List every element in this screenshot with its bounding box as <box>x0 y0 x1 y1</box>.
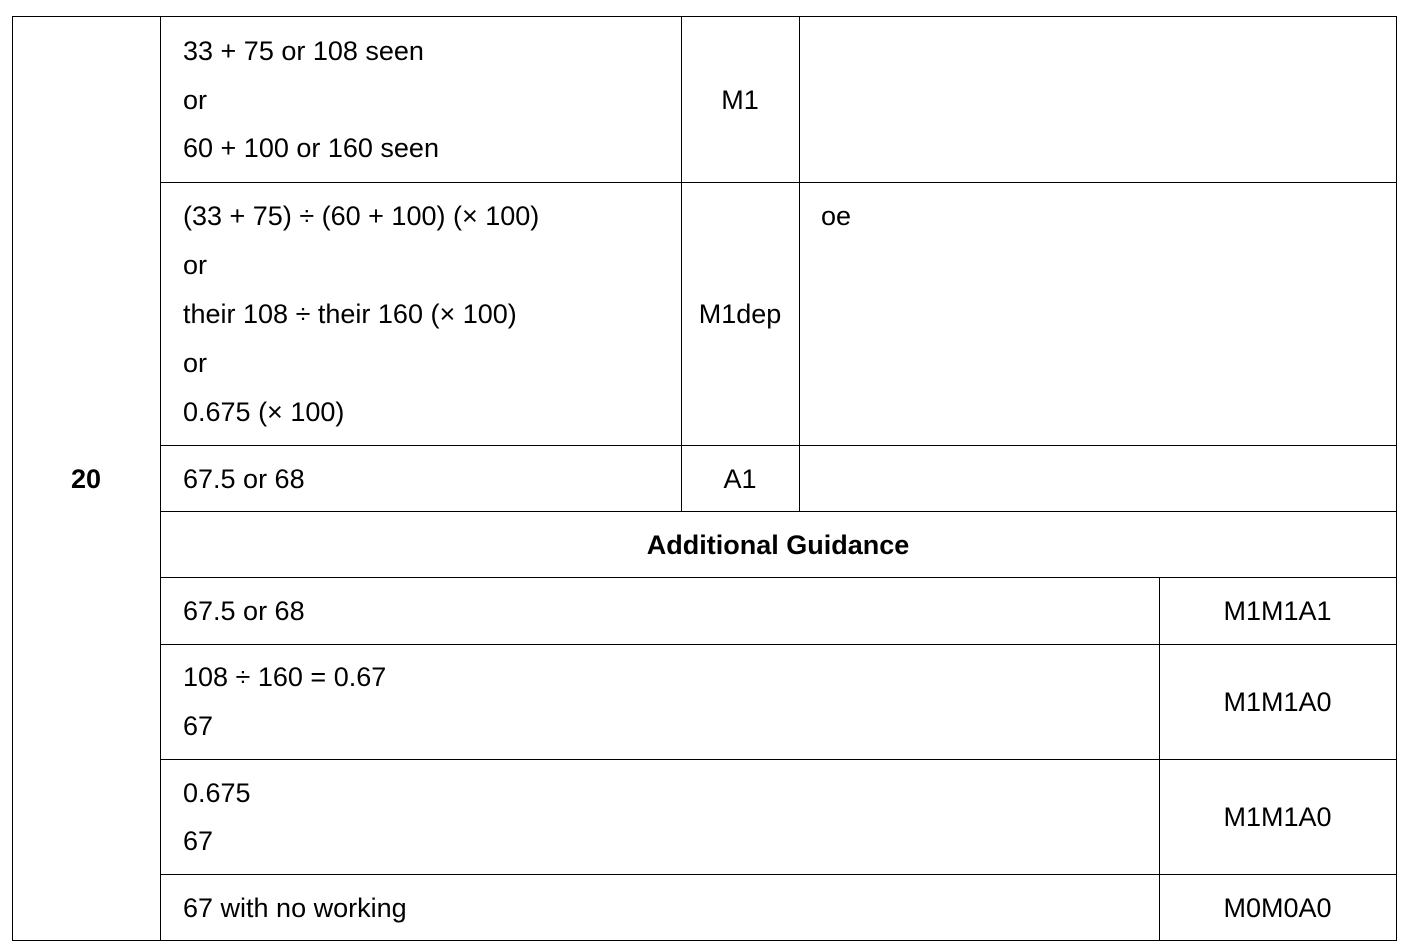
answer-line: or <box>183 348 208 378</box>
answer-line: 67.5 or 68 <box>183 464 305 494</box>
answer-line: or <box>183 250 208 280</box>
answer-line: 33 + 75 or 108 seen <box>183 36 424 66</box>
answer-line: or <box>183 85 208 115</box>
guidance-line: 67 with no working <box>183 893 407 923</box>
comments: oe <box>821 201 852 231</box>
column-divider <box>799 16 800 512</box>
row-divider <box>160 445 1397 446</box>
additional-guidance-heading: Additional Guidance <box>646 530 910 560</box>
row-divider <box>160 874 1397 875</box>
guidance-mark: M1M1A0 <box>1223 687 1332 717</box>
table-border-right <box>1396 16 1397 941</box>
guidance-mark: M0M0A0 <box>1223 893 1332 923</box>
guidance-mark: M1M1A1 <box>1223 596 1332 626</box>
row-divider <box>160 577 1397 578</box>
row-divider <box>160 644 1397 645</box>
answer-line: (33 + 75) ÷ (60 + 100) (× 100) <box>183 201 540 231</box>
row-divider <box>160 759 1397 760</box>
guidance-mark: M1M1A0 <box>1223 802 1332 832</box>
answer-line: their 108 ÷ their 160 (× 100) <box>183 299 517 329</box>
row-divider <box>160 182 1397 183</box>
column-divider <box>1159 577 1160 941</box>
mark-code: A1 <box>723 464 757 494</box>
column-divider <box>160 16 161 941</box>
answer-line: 0.675 (× 100) <box>183 397 345 427</box>
row-divider <box>160 511 1397 512</box>
guidance-line: 108 ÷ 160 = 0.67 <box>183 662 387 692</box>
table-border-top <box>12 16 1397 17</box>
guidance-line: 67.5 or 68 <box>183 596 305 626</box>
mark-code: M1 <box>721 85 759 115</box>
guidance-line: 0.675 <box>183 778 251 808</box>
table-border-bottom <box>12 940 1397 941</box>
question-number: 20 <box>70 464 102 494</box>
mark-code: M1dep <box>698 299 782 329</box>
guidance-line: 67 <box>183 711 214 741</box>
answer-line: 60 + 100 or 160 seen <box>183 133 439 163</box>
guidance-line: 67 <box>183 826 214 856</box>
